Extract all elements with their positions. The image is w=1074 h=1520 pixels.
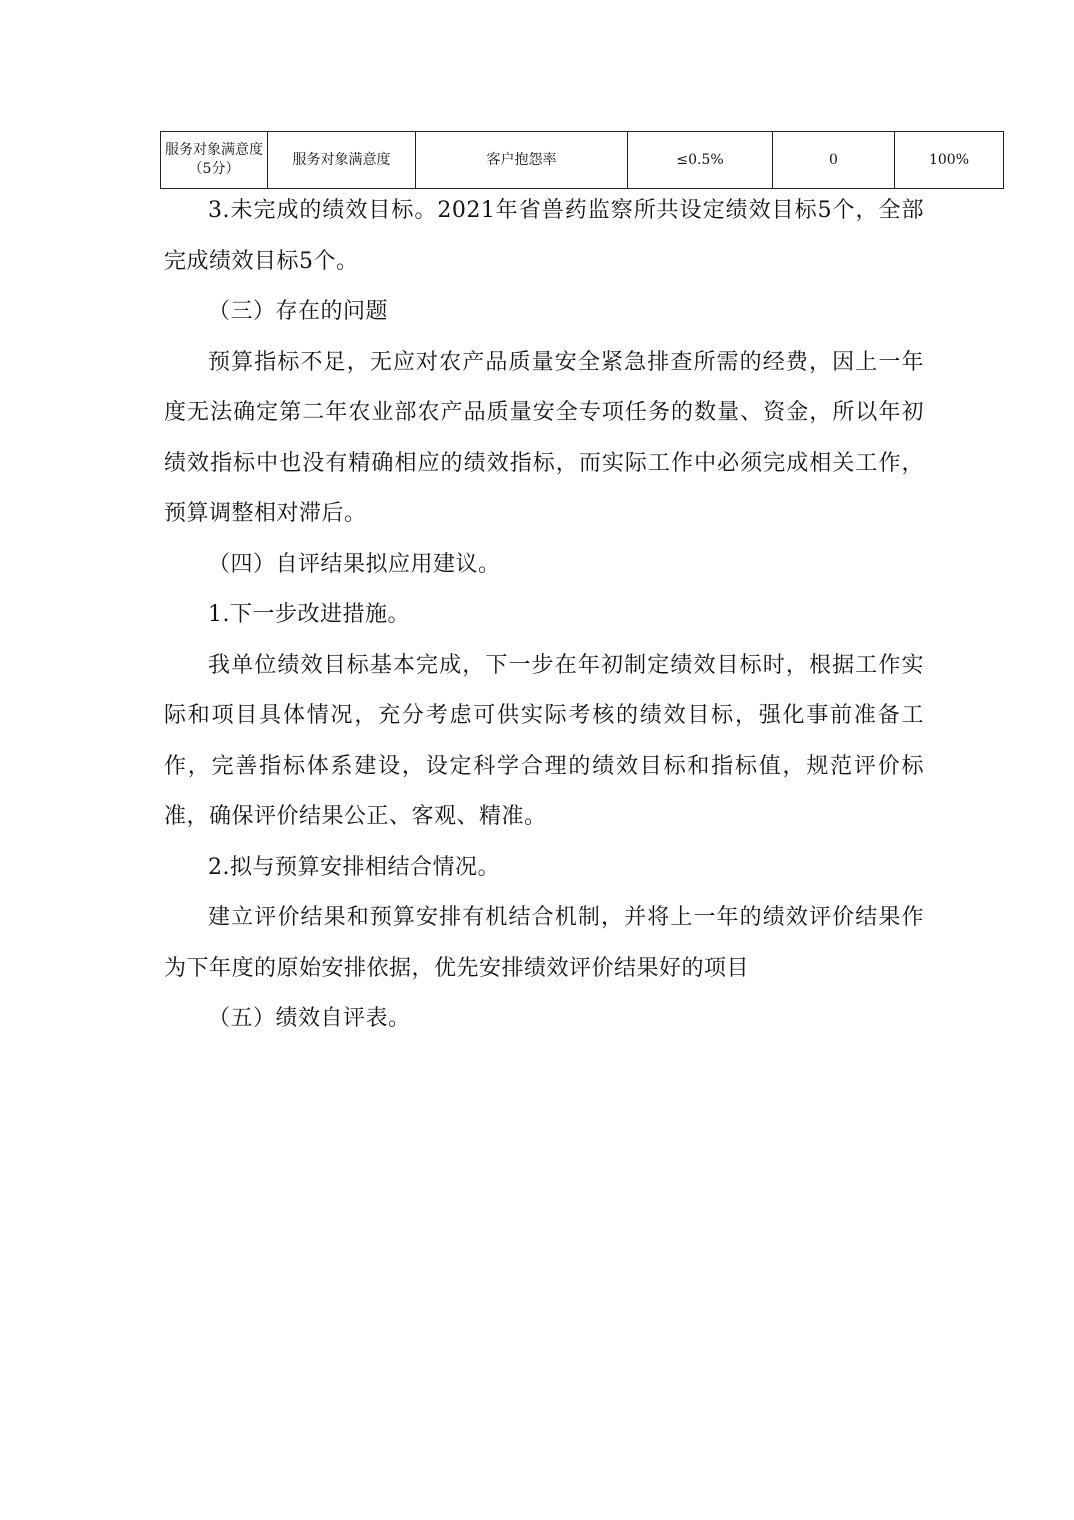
section-heading-problems: （三）存在的问题 (208, 299, 389, 324)
section-heading-self-evaluation-table: （五）绩效自评表。 (208, 1006, 411, 1031)
table-row (161, 132, 1004, 189)
performance-table (160, 131, 1004, 189)
subheading-budget-integration: 2.拟与预算安排相结合情况。 (208, 854, 500, 880)
paragraph-budget-integration: 建立评价结果和预算安排有机结合机制，并将上一年的绩效评价结果作为下年度的原始安排依据，优先安排绩效评价结果好的项目 (164, 905, 924, 981)
table-cell-target-value: ≤0.5% (628, 132, 773, 189)
table-cell-secondary-indicator: 服务对象满意度 (268, 132, 416, 189)
paragraph-improvement-measures: 我单位绩效目标基本完成，下一步在年初制定绩效目标时，根据工作实际和项目具体情况，充分考虑可供实际考核的绩效目标，强化事前准备工作，完善指标体系建设，设定科学合理的绩效目标和指标值，规范评价标准，确保评价结果公正、客观、精准。 (164, 652, 924, 829)
table-cell-completion-rate: 100% (895, 132, 1004, 189)
table-cell-tertiary-indicator: 客户抱怨率 (416, 132, 628, 189)
section-heading-suggestions: （四）自评结果拟应用建议。 (208, 551, 501, 577)
body-text (164, 186, 924, 1045)
paragraph-unfinished-goals: 3.未完成的绩效目标。2021年省兽药监察所共设定绩效目标5个，全部完成绩效目标5个。 (164, 198, 924, 274)
paragraph-problems: 预算指标不足，无应对农产品质量安全紧急排查所需的经费，因上一年度无法确定第二年农业部农产品质量安全专项任务的数量、资金，所以年初绩效指标中也没有精确相应的绩效指标，而实际工作中必须完成相关工作，预算调整相对滞后。 (164, 349, 924, 526)
subheading-improvement-measures: 1.下一步改进措施。 (208, 602, 410, 627)
table-cell-actual-value: 0 (773, 132, 895, 189)
table-cell-primary-indicator: 服务对象满意度（5分） (161, 132, 268, 189)
